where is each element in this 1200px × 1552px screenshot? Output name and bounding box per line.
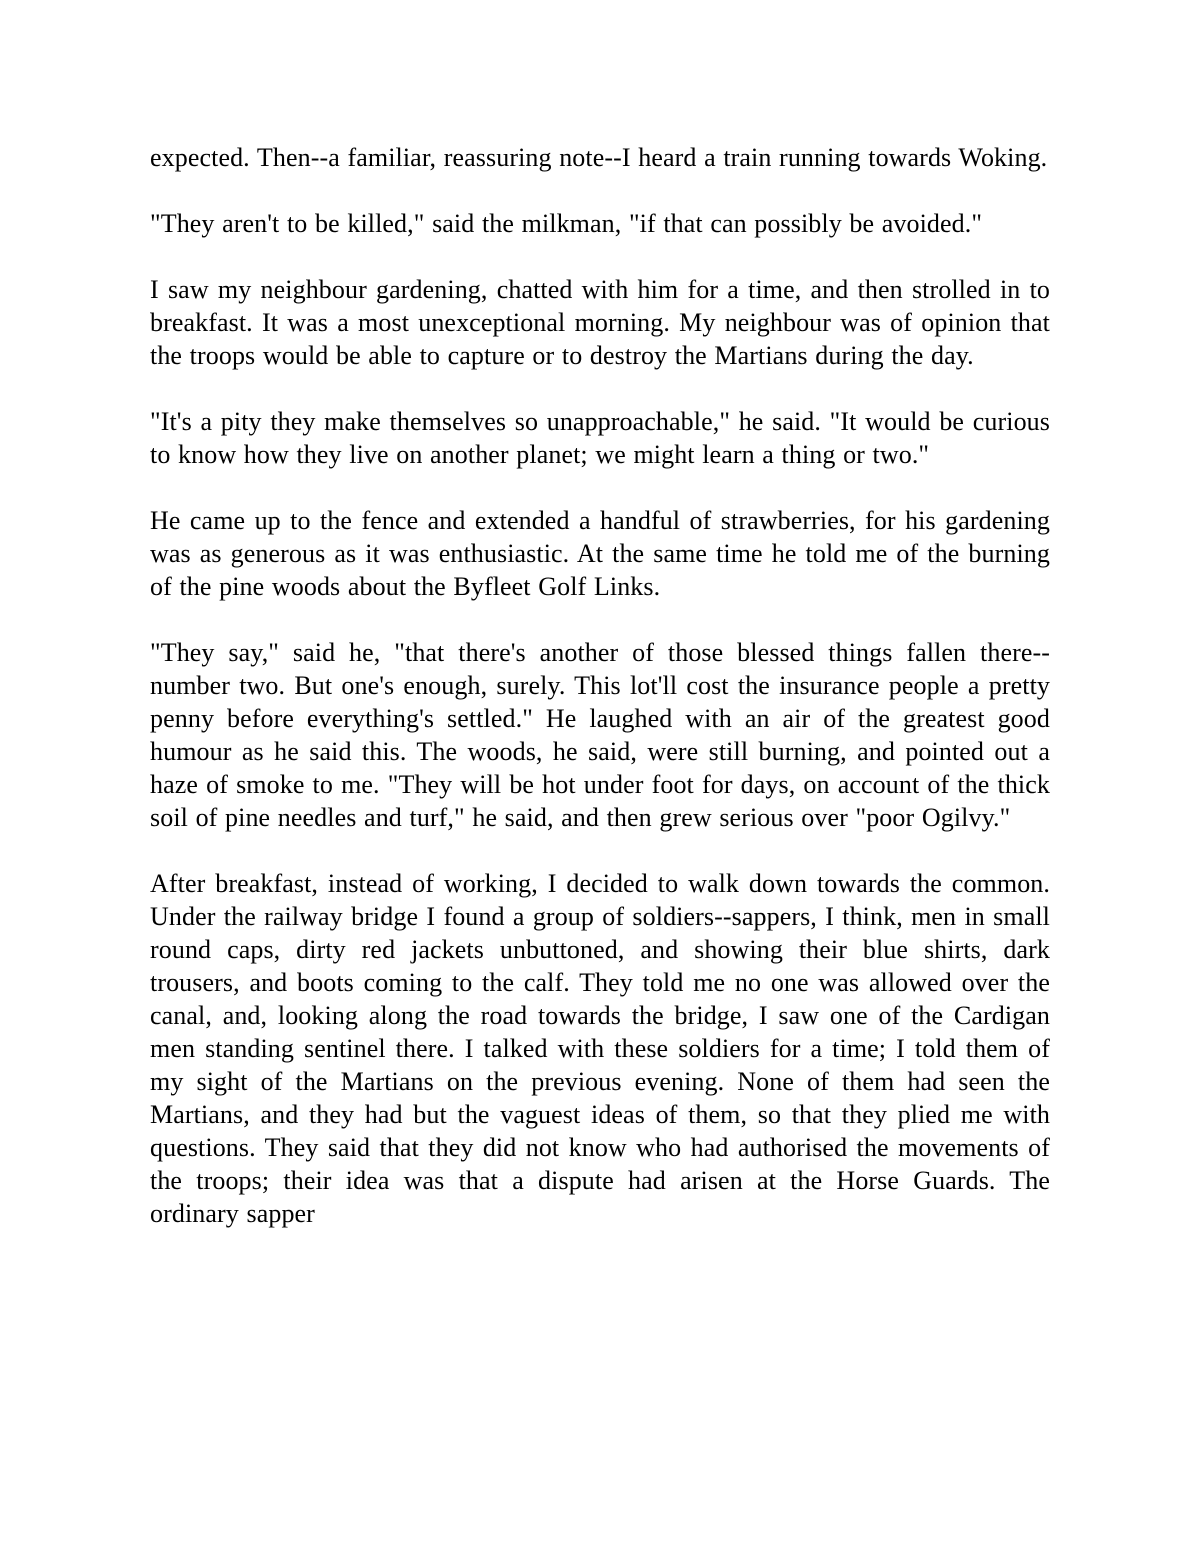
paragraph: expected. Then--a familiar, reassuring note--I heard a train running towards Woking. (150, 143, 1048, 172)
paragraph: "They say," said he, "that there's another of those blessed things fallen there--number two. But one's enough, surely. This lot'll cost the insurance people a pretty penny before everything's settled." He laughed with an air of the greatest good humour as he said this. The woods, he said, were still burning, and pointed out a haze of smoke to me. "They will be hot under foot for days, on account of the thick soil of pine needles and turf," he said, and then grew serious over "poor Ogilvy." (150, 638, 1050, 832)
paragraph: "It's a pity they make themselves so unapproachable," he said. "It would be curious to know how they live on another planet; we might learn a thing or two." (150, 407, 1050, 469)
text-content (150, 141, 1050, 1230)
paragraph: After breakfast, instead of working, I decided to walk down towards the common. Under the railway bridge I found a group of soldiers--sappers, I think, men in small round caps, dirty red jackets unbuttoned, and showing their blue shirts, dark trousers, and boots coming to the calf. They told me no one was allowed over the canal, and, looking along the road towards the bridge, I saw one of the Cardigan men standing sentinel there. I talked with these soldiers for a time; I told them of my sight of the Martians on the previous evening. None of them had seen the Martians, and they had but the vaguest ideas of them, so that they plied me with questions. They said that they did not know who had authorised the movements of the troops; their idea was that a dispute had arisen at the Horse Guards. The ordinary sapper (150, 869, 1050, 1228)
paragraph: "They aren't to be killed," said the milkman, "if that can possibly be avoided." (150, 209, 983, 238)
paragraph: I saw my neighbour gardening, chatted with him for a time, and then strolled in to breakfast. It was a most unexceptional morning. My neighbour was of opinion that the troops would be able to capture or to destroy the Martians during the day. (150, 275, 1050, 370)
paragraph: He came up to the fence and extended a handful of strawberries, for his gardening was as generous as it was enthusiastic. At the same time he told me of the burning of the pine woods about the Byfleet Golf Links. (150, 506, 1050, 601)
